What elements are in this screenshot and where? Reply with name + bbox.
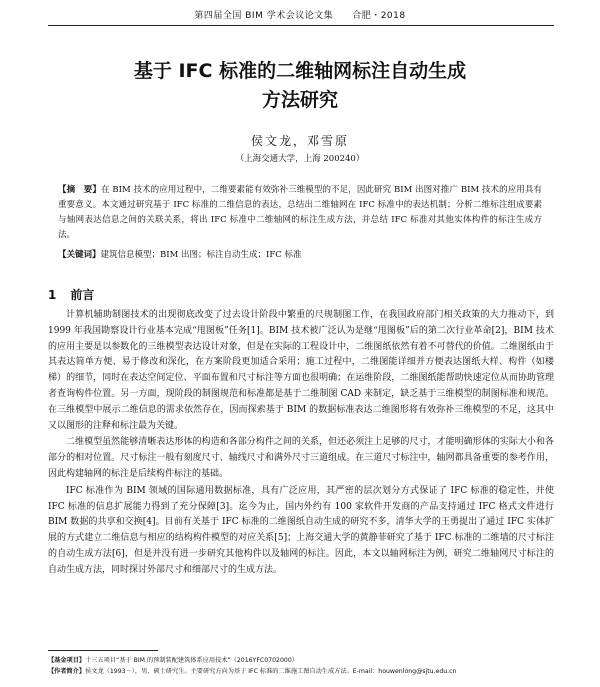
title-line-2: 方法研究 [261, 89, 338, 111]
section-heading [48, 286, 94, 303]
keywords-text: 建筑信息模型；BIM 出图；标注自动生成；IFC 标准 [100, 250, 302, 260]
paragraph: 二维模型虽然能够清晰表达形体的构造和各部分构件之间的关系，但还必须注上足够的尺寸，才能明确形体的实际大小和各部分的相对位置。尺寸标注一般有刻度尺寸、轴线尺寸和满外尺寸三道组成。在三道尺寸标注中，轴网都具备重要的参考作用，因此构建轴网的标注是后续构件标注的基础。 [48, 437, 554, 479]
abstract-text: 在 BIM 技术的应用过程中，二维要素能有效弥补三维模型的不足，因此研究 BIM 出图对推广 BIM 技术的应用具有重要意义。本文通过研究基于 IFC 标准的二维信息的表达，总结出二维轴网在 IFC 标准中的表达机制；分析二维标注组成要素与轴网表达信息之间的关联关系，将出 IFC 标准中二维轴网的标注生成方法，并总结 IFC 标准对其他实体构件的标注生成方法。 [58, 185, 542, 240]
fund-label: 【基金项目】 [48, 657, 86, 664]
header-rule [48, 25, 554, 26]
title-line-1: 基于 IFC 标准的二维轴网标注自动生成 [133, 60, 467, 82]
section-number: 1 [48, 288, 57, 302]
running-header: 第四届全国 BIM 学术会议论文集 合肥・2018 [194, 11, 406, 21]
keywords [58, 248, 542, 263]
section-title: 前言 [70, 288, 95, 302]
body-text [48, 308, 554, 580]
fund-text: 十三五项目“基于 BIM 的预制装配建筑体系应用技术”（2016YFC0702000） [85, 657, 298, 664]
footnote-rule [48, 650, 158, 651]
footnotes [48, 655, 554, 677]
paragraph: IFC 标准作为 BIM 领域的国际通用数据标准，具有广泛应用，其严密的层次划分方式保证了 IFC 标准的稳定性，并使 IFC 标准的信息扩展能力得到了充分保障[3]。迄今为止，国内外约有 100 家软件开发商的产品支持通过 IFC 格式文件进行 BIM 数据的共享和交换[4]。目前有关基于 IFC 标准的二维图纸自动生成的研究不多，清华大学的王勇提出了通过 IFC 实体扩展的方式建立二维信息与相应的结构构件模型的对应关系[5]；上海交通大学的黄静菲研究了基于 IFC 标准的二维墙的尺寸标注的自动生成方法[6]，但是并没有进一步研究其他构件以及轴网的标注。因此，本文以轴网标注为例，研究二维轴网尺寸标注的自动生成方法，同时探讨外部尺寸和细部尺寸的生成方法。 [48, 485, 554, 575]
paragraph: 计算机辅助制图技术的出现彻底改变了过去设计阶段中繁重的尺规制图工作，在我国政府部门相关政策的大力推动下，到 1999 年我国勘察设计行业基本完成“甩图板”任务[1]。BIM 技术被广泛认为是继“甩图板”后的第二次行业革命[2]，BIM 技术的应用主要是以参数化的三维模型表达设计对象，但是在实际的工程设计中，二维图纸依然有着不可替代的价值。二维图纸由于其表达简单方便、易于修改和深化，在方案阶段更加适合采用；施工过程中，二维图能详细并方便表达图纸大样、构件（如楼梯）的细节，同时在表达空间定位、平面布置和尺寸标注等方面也很明确；在运维阶段，二维图纸能帮助快速定位从而协助管理者查询构件位置。另一方面，现阶段的制图规范和标准都是基于二维制图 CAD 来制定，缺乏基于三维模型的制图标准和规范。在三维模型中展示二维信息的需求依然存在，因而探索基于 BIM 的数据标准表达二维图形将有效弥补三维模型的不足，这其中又以图形的注释和标注最为关键。 [48, 310, 554, 431]
abstract [58, 183, 542, 243]
abstract-label: 【摘 要】 [58, 185, 101, 195]
paper-title [0, 57, 600, 115]
affiliation: （上海交通大学，上海 200240） [235, 154, 365, 164]
authors: 侯文龙，邓雪原 [250, 134, 349, 148]
author-text: 侯文龙（1993－），男，硕士研究生。主要研究方向为基于 IFC 标准的二维施工图自动生成方法。E-mail：houwenlong@sjtu.edu.cn [85, 668, 457, 675]
keywords-label: 【关键词】 [58, 250, 101, 260]
author-footnote [48, 666, 554, 677]
fund-footnote [48, 655, 554, 666]
author-label: 【作者简介】 [48, 668, 86, 675]
